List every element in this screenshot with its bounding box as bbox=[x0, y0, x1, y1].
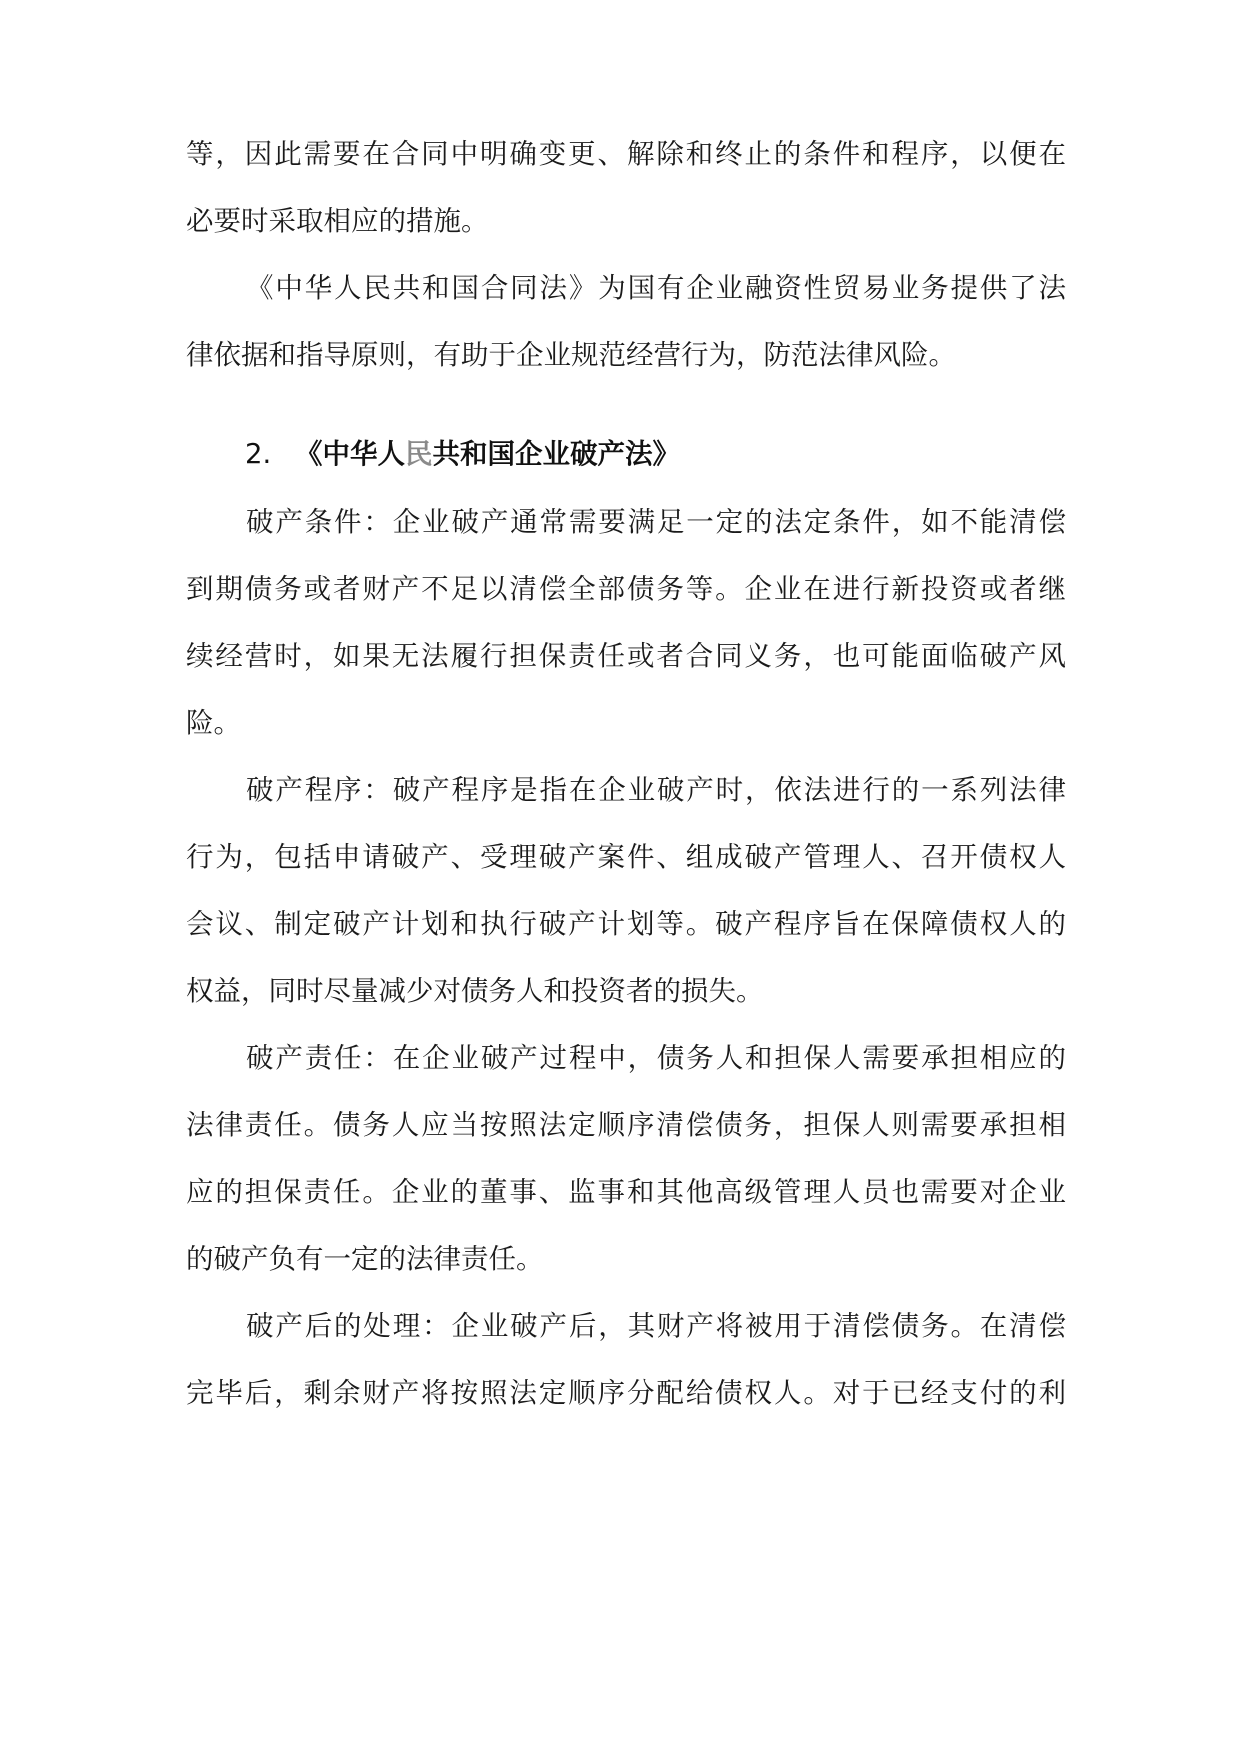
paragraph-line: 破产后的处理：企业破产后，其财产将被用于清偿债务。在清偿 bbox=[246, 1310, 1066, 1342]
paragraph-line: 的破产负有一定的法律责任。 bbox=[186, 1243, 544, 1275]
paragraph-line: 权益，同时尽量减少对债务人和投资者的损失。 bbox=[186, 975, 764, 1007]
paragraph-line: 行为，包括申请破产、受理破产案件、组成破产管理人、召开债权人 bbox=[186, 841, 1066, 873]
paragraph-line: 破产程序：破产程序是指在企业破产时，依法进行的一系列法律 bbox=[246, 774, 1066, 806]
paragraph-line: 会议、制定破产计划和执行破产计划等。破产程序旨在保障债权人的 bbox=[186, 908, 1066, 940]
paragraph-line: 完毕后，剩余财产将按照法定顺序分配给债权人。对于已经支付的利 bbox=[186, 1377, 1066, 1409]
section-title-part: 民 bbox=[405, 438, 433, 470]
section-heading bbox=[245, 432, 1065, 476]
paragraph-line: 等，因此需要在合同中明确变更、解除和终止的条件和程序，以便在 bbox=[186, 138, 1066, 170]
paragraph-line: 续经营时，如果无法履行担保责任或者合同义务，也可能面临破产风 bbox=[186, 640, 1066, 672]
paragraph-line: 法律责任。债务人应当按照法定顺序清偿债务，担保人则需要承担相 bbox=[186, 1109, 1066, 1141]
paragraph-line: 破产责任：在企业破产过程中，债务人和担保人需要承担相应的 bbox=[246, 1042, 1066, 1074]
paragraph-line: 必要时采取相应的措施。 bbox=[186, 205, 489, 237]
paragraph-line: 应的担保责任。企业的董事、监事和其他高级管理人员也需要对企业 bbox=[186, 1176, 1066, 1208]
paragraph-line: 到期债务或者财产不足以清偿全部债务等。企业在进行新投资或者继 bbox=[186, 573, 1066, 605]
section-title-part: 共和国企业破产法》 bbox=[432, 438, 680, 470]
paragraph-line: 律依据和指导原则，有助于企业规范经营行为，防范法律风险。 bbox=[186, 339, 956, 371]
section-number: 2. bbox=[245, 438, 272, 470]
paragraph-line: 《中华人民共和国合同法》为国有企业融资性贸易业务提供了法 bbox=[246, 272, 1066, 304]
section-title-part: 《中华人 bbox=[295, 438, 405, 470]
paragraph-line: 险。 bbox=[186, 707, 241, 739]
paragraph-line: 破产条件：企业破产通常需要满足一定的法定条件，如不能清偿 bbox=[246, 506, 1066, 538]
